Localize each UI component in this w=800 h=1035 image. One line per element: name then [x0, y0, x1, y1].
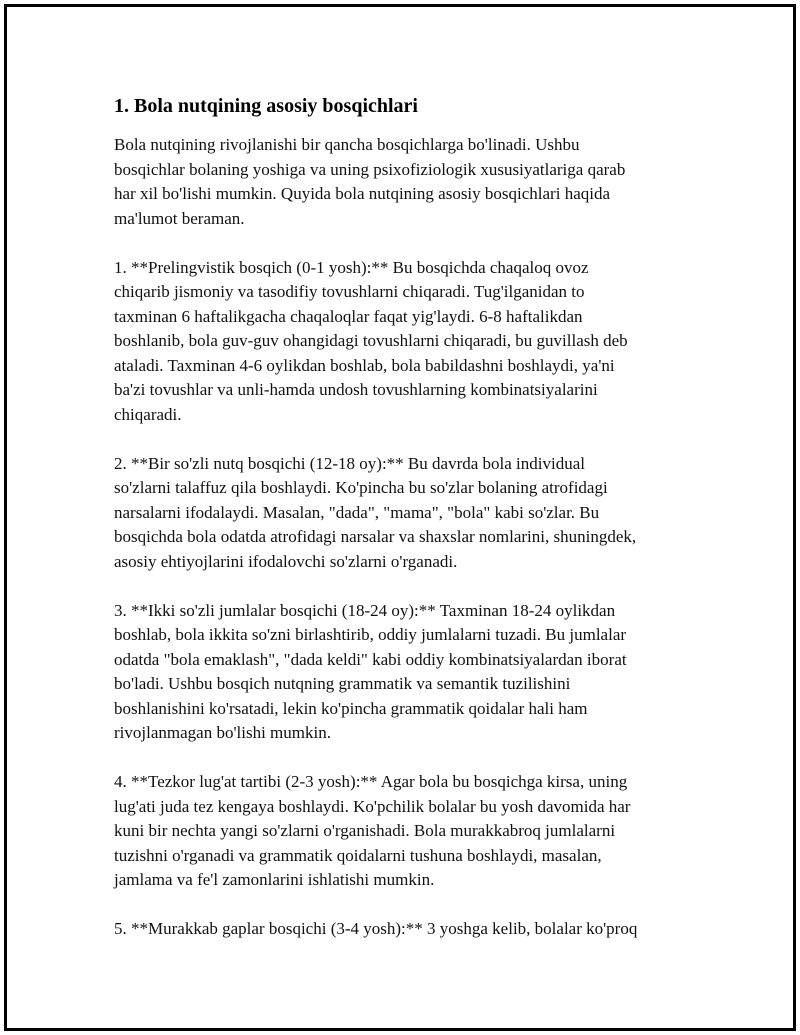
text-line: kuni bir nechta yangi so'zlarni o'rganishadi. Bola murakkabroq jumlalarni [114, 821, 616, 840]
text-line: tuzishni o'rganadi va grammatik qoidalarni tushuna boshlaydi, masalan, [114, 845, 602, 865]
text-line: boshlanishini ko'rsatadi, lekin ko'pincha grammatik qoidalar hali ham [114, 698, 588, 718]
text-line: bo'ladi. Ushbu bosqich nutqning grammatik va semantik tuzilishini [114, 674, 571, 693]
text-line: odatda "bola emaklash", "dada keldi" kabi oddiy kombinatsiyalardan iborat [114, 649, 627, 669]
paragraph [114, 917, 694, 942]
text-line: bosqichda bola odatda atrofidagi narsalar va shaxslar nomlarini, shuningdek, [114, 527, 637, 546]
text-line: chiqarib jismoniy va tasodifiy tovushlarni chiqaradi. Tug'ilganidan to [114, 282, 585, 301]
paragraph [114, 256, 694, 428]
text-line: ataladi. Taxminan 4-6 oylikdan boshlab, bola babildashni boshlaydi, ya'ni [114, 355, 615, 375]
text-line: jamlama va fe'l zamonlarini ishlatishi mumkin. [114, 870, 435, 889]
text-line: 2. **Bir so'zli nutq bosqichi (12-18 oy):** Bu davrda bola individual [114, 453, 585, 473]
text-line: rivojlanmagan bo'lishi mumkin. [114, 723, 331, 742]
paragraph [114, 599, 694, 746]
text-line: 5. **Murakkab gaplar bosqichi (3-4 yosh):** 3 yoshga kelib, bolalar ko'proq [114, 919, 638, 938]
text-line: 4. **Tezkor lug'at tartibi (2-3 yosh):** Agar bola bu bosqichga kirsa, uning [114, 772, 628, 791]
paragraph [114, 770, 694, 893]
paragraph [114, 452, 694, 575]
text-line: lug'ati juda tez kengaya boshlaydi. Ko'pchilik bolalar bu yosh davomida har [114, 796, 631, 816]
text-line: ba'zi tovushlar va unli-hamda undosh tovushlarning kombinatsiyalarini [114, 380, 598, 399]
paragraph-list [114, 133, 694, 942]
text-line: narsalarni ifodalaydi. Masalan, "dada", "mama", "bola" kabi so'zlar. Bu [114, 502, 600, 522]
text-line: bosqichlar bolaning yoshiga va uning psixofiziologik xususiyatlariga qarab [114, 159, 626, 179]
section-heading: 1. Bola nutqining asosiy bosqichlari [114, 95, 418, 117]
text-line: taxminan 6 haftalikgacha chaqaloqlar faqat yig'laydi. 6-8 haftalikdan [114, 306, 583, 326]
text-line: so'zlarni talaffuz qila boshlaydi. Ko'pincha bu so'zlar bolaning atrofidagi [114, 478, 608, 497]
text-line: boshlanib, bola guv-guv ohangidagi tovushlarni chiqaradi, bu guvillash deb [114, 331, 628, 350]
text-line: Bola nutqining rivojlanishi bir qancha bosqichlarga bo'linadi. Ushbu [114, 135, 580, 154]
paragraph [114, 133, 694, 231]
text-line: 1. **Prelingvistik bosqich (0-1 yosh):** Bu bosqichda chaqaloq ovoz [114, 257, 589, 277]
text-line: har xil bo'lishi mumkin. Quyida bola nutqining asosiy bosqichlari haqida [114, 184, 611, 203]
text-line: 3. **Ikki so'zli jumlalar bosqichi (18-24 oy):** Taxminan 18-24 oylikdan [114, 600, 616, 620]
text-line: boshlab, bola ikkita so'zni birlashtirib, oddiy jumlalarni tuzadi. Bu jumlalar [114, 625, 627, 644]
document-body [114, 92, 694, 966]
text-line: chiqaradi. [114, 404, 182, 424]
text-line: ma'lumot beraman. [114, 208, 245, 228]
text-line: asosiy ehtiyojlarini ifodalovchi so'zlarni o'rganadi. [114, 551, 458, 571]
